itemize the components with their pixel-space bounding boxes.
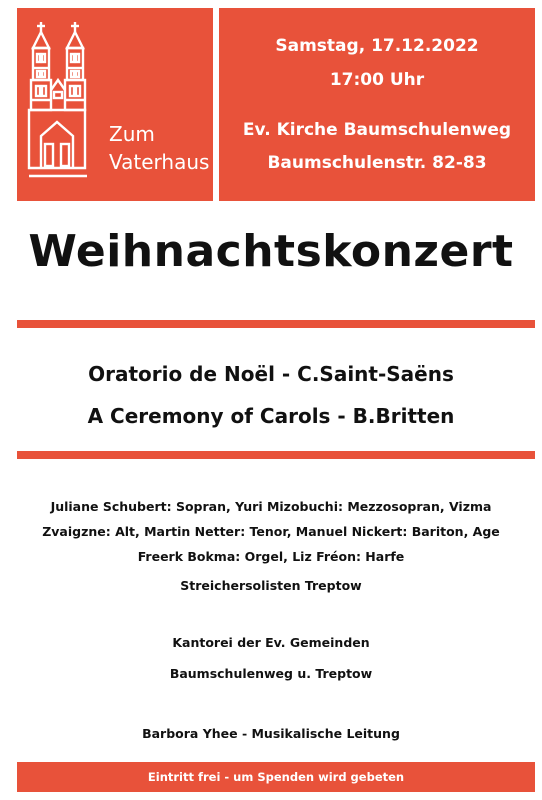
performers-line-1: Juliane Schubert: Sopran, Yuri Mizobuchi: Mezzosopran, Vizma	[50, 499, 492, 514]
program-piece-2: A Ceremony of Carols - B.Britten	[87, 404, 455, 428]
music-director: Barbora Yhee - Musikalische Leitung	[142, 726, 400, 741]
page-title: Weihnachtskonzert	[28, 226, 514, 277]
event-address: Baumschulenstr. 82-83	[267, 153, 487, 173]
event-date: Samstag, 17.12.2022	[275, 36, 479, 56]
logo-text-line1: Zum	[109, 122, 155, 146]
event-venue: Ev. Kirche Baumschulenweg	[242, 120, 512, 140]
performers-line-2: Zvaigzne: Alt, Martin Netter: Tenor, Manuel Nickert: Bariton, Age	[42, 524, 500, 539]
divider-bottom	[17, 451, 535, 459]
event-info-panel	[219, 8, 535, 201]
logo-panel	[17, 8, 213, 201]
logo-text-line2: Vaterhaus	[109, 150, 210, 174]
choir-line-1: Kantorei der Ev. Gemeinden	[172, 635, 370, 650]
footer-banner: Eintritt frei - um Spenden wird gebeten	[17, 762, 535, 792]
church-towers-icon	[27, 18, 107, 193]
ensemble-name: Streichersolisten Treptow	[180, 578, 362, 593]
divider-top	[17, 320, 535, 328]
choir-line-2: Baumschulenweg u. Treptow	[169, 666, 373, 681]
event-time: 17:00 Uhr	[329, 70, 425, 90]
performers-line-3: Freerk Bokma: Orgel, Liz Fréon: Harfe	[137, 549, 405, 564]
program-piece-1: Oratorio de Noël - C.Saint-Saëns	[88, 362, 454, 386]
